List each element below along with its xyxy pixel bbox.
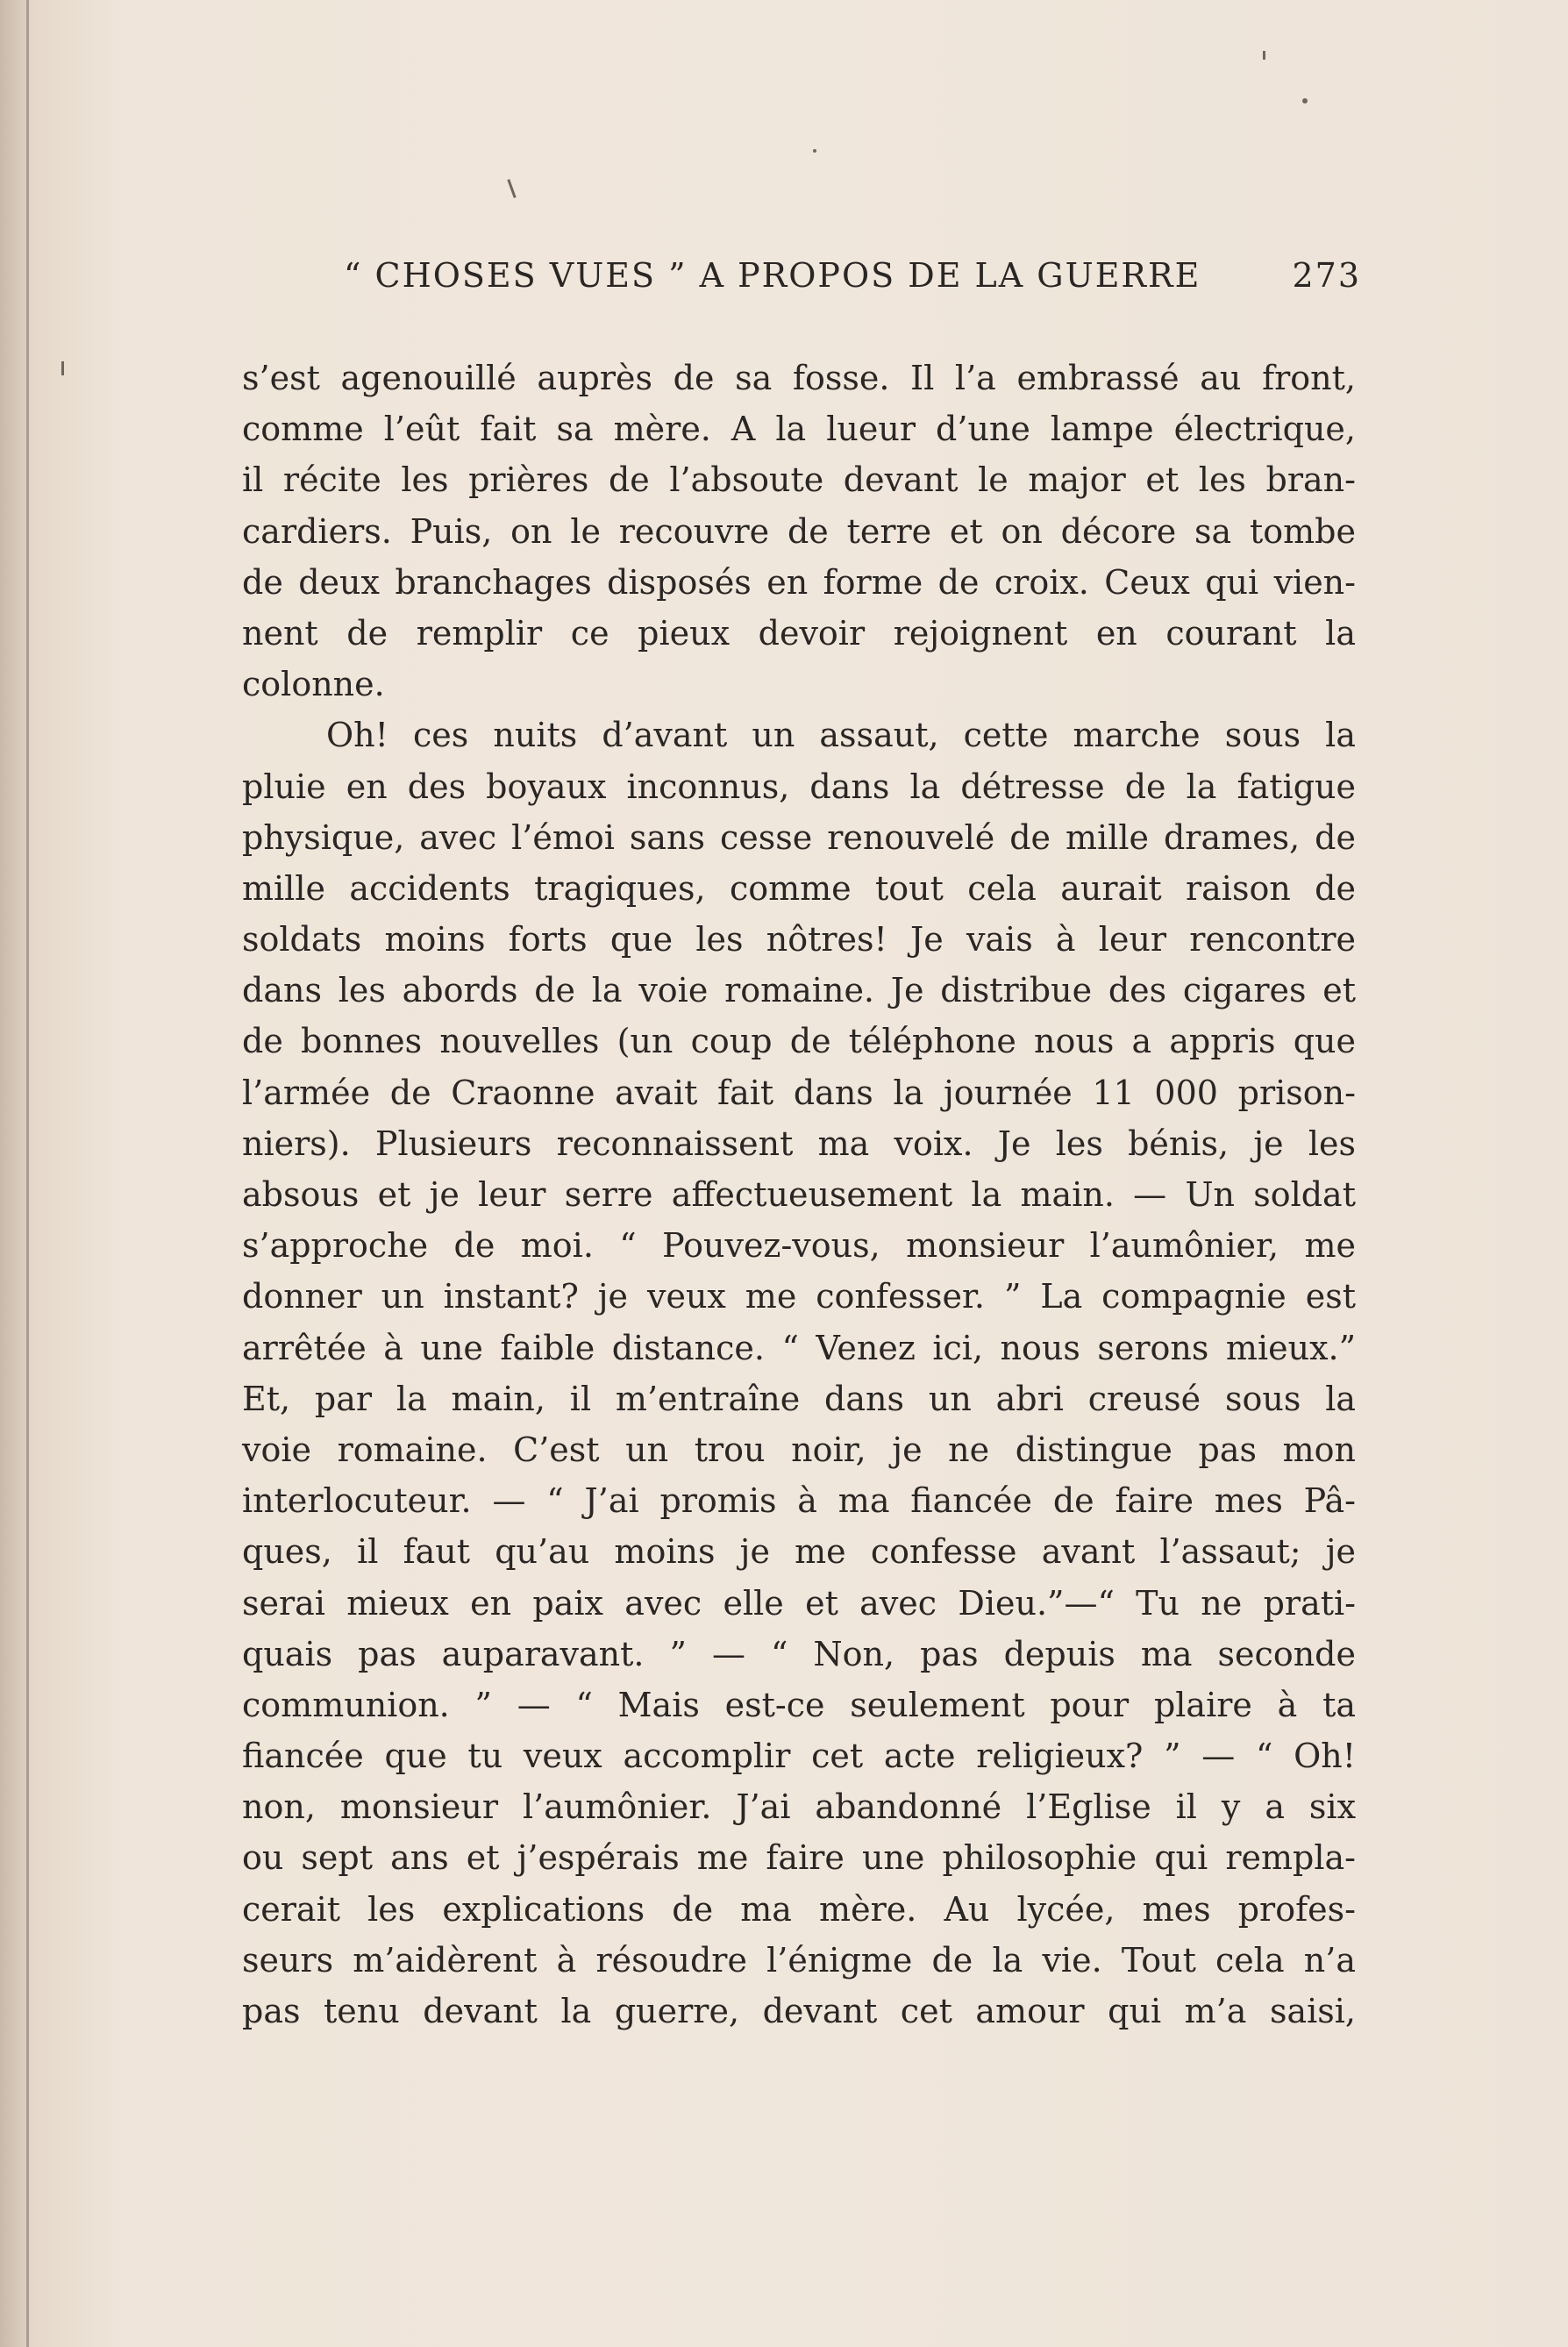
text-line: dans les abords de la voie romaine. Je distribue des cigares et (242, 971, 1356, 1010)
text-line: Et, par la main, il m’entraîne dans un abri creusé sous la (242, 1379, 1356, 1418)
text-line: soldats moins forts que les nôtres! Je vais à leur rencontre (242, 920, 1356, 959)
paragraph-start-line: Oh! ces nuits d’avant un assaut, cette marche sous la (326, 716, 1356, 755)
text-line: voie romaine. C’est un trou noir, je ne distingue pas mon (242, 1430, 1356, 1469)
ink-speck (1302, 98, 1308, 103)
text-line: seurs m’aidèrent à résoudre l’énigme de la vie. Tout cela n’a (242, 1940, 1356, 1980)
text-line: donner un instant? je veux me confesser. ” La compagnie est (242, 1277, 1356, 1316)
text-line: interlocuteur. — “ J’ai promis à ma fiancée de faire mes Pâ- (242, 1481, 1356, 1521)
text-line: nent de remplir ce pieux devoir rejoignent en courant la (242, 613, 1356, 653)
ink-speck (507, 179, 516, 198)
text-line: s’est agenouillé auprès de sa fosse. Il l’a embrassé au front, (242, 359, 1356, 397)
page-gutter-shadow (0, 0, 26, 2347)
page-gutter-edge (26, 0, 29, 2347)
text-line: s’approche de moi. “ Pouvez-vous, monsieur l’aumônier, me (242, 1226, 1356, 1266)
text-line: ou sept ans et j’espérais me faire une philosophie qui rempla- (242, 1838, 1356, 1878)
text-line: serai mieux en paix avec elle et avec Dieu.”—“ Tu ne prati- (242, 1583, 1356, 1623)
text-line: quais pas auparavant. ” — “ Non, pas depuis ma seconde (242, 1634, 1356, 1673)
text-line: physique, avec l’émoi sans cesse renouvelé de mille drames, de (242, 817, 1356, 857)
text-line: arrêtée à une faible distance. “ Venez ici, nous serons mieux.” (242, 1328, 1356, 1367)
text-line: mille accidents tragiques, comme tout cela aurait raison de (242, 868, 1356, 908)
text-line: de bonnes nouvelles (un coup de téléphone nous a appris que (242, 1022, 1356, 1061)
ink-speck (61, 361, 64, 375)
text-line: absous et je leur serre affectueusement la main. — Un soldat (242, 1175, 1356, 1214)
body-text (242, 353, 1356, 2037)
text-line: fiancée que tu veux accomplir cet acte religieux? ” — “ Oh! (242, 1737, 1356, 1776)
ink-speck (813, 149, 816, 153)
ink-speck (1263, 51, 1265, 60)
text-line: ques, il faut qu’au moins je me confesse avant l’assaut; je (242, 1532, 1356, 1572)
page-number: 273 (1292, 256, 1361, 295)
text-line: de deux branchages disposés en forme de croix. Ceux qui vien- (242, 562, 1356, 602)
text-line: cerait les explications de ma mère. Au lycée, mes profes- (242, 1889, 1356, 1929)
text-line: l’armée de Craonne avait fait dans la journée 11 000 prison- (242, 1073, 1356, 1112)
text-line: niers). Plusieurs reconnaissent ma voix. Je les bénis, je les (242, 1124, 1356, 1163)
text-line: pas tenu devant la guerre, devant cet amour qui m’a saisi, (242, 1992, 1356, 2030)
running-title: “ CHOSES VUES ” A PROPOS DE LA GUERRE (344, 256, 1201, 295)
text-line: communion. ” — “ Mais est-ce seulement pour plaire à ta (242, 1685, 1356, 1724)
running-header (344, 256, 1361, 305)
text-line: il récite les prières de l’absoute devant le major et les bran- (242, 460, 1356, 500)
text-line: comme l’eût fait sa mère. A la lueur d’une lampe électrique, (242, 410, 1356, 449)
text-line: pluie en des boyaux inconnus, dans la détresse de la fatigue (242, 767, 1356, 806)
text-line: colonne. (242, 665, 385, 704)
text-line: cardiers. Puis, on le recouvre de terre et on décore sa tombe (242, 511, 1356, 551)
text-line: non, monsieur l’aumônier. J’ai abandonné l’Eglise il y a six (242, 1787, 1356, 1827)
